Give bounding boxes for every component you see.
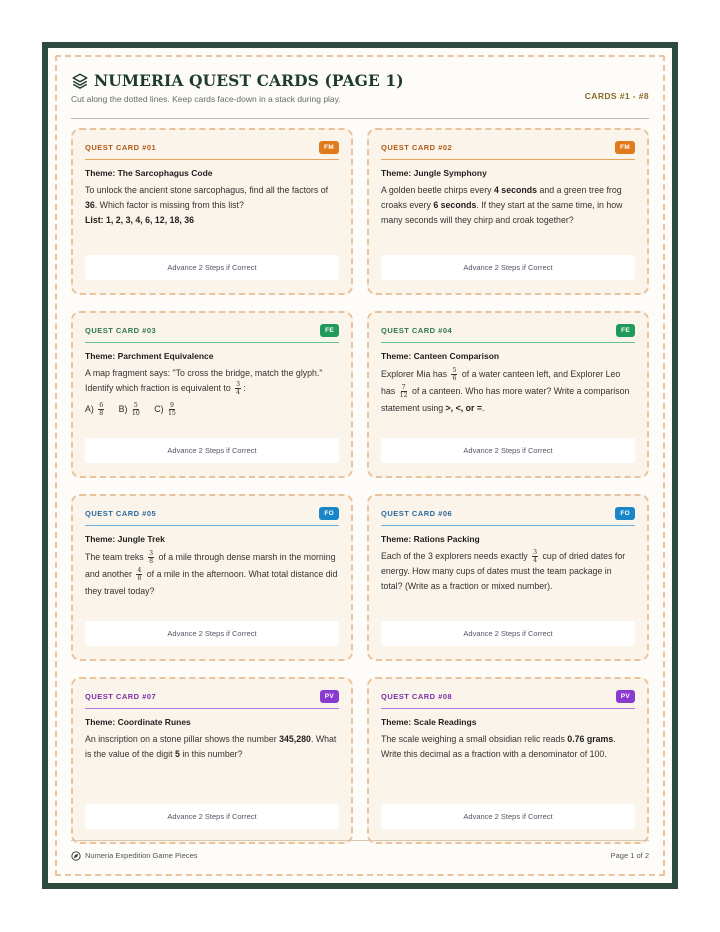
factor-list: List: 1, 2, 3, 4, 6, 12, 18, 36 bbox=[85, 215, 195, 226]
quest-card-08[interactable] bbox=[367, 677, 649, 844]
card-divider bbox=[381, 525, 635, 526]
card-question: To unlock the ancient stone sarcophagus, find all the factors of 36. Which factor is missing from this list? List: 1, 2, 3, 4, 6, 12, 18, 36 bbox=[85, 185, 329, 226]
fraction: $\frac{5}{6}$ bbox=[452, 367, 457, 383]
paper bbox=[48, 48, 672, 883]
quest-card-03[interactable] bbox=[71, 311, 353, 478]
advance-steps-label: Advance 2 Steps if Correct bbox=[85, 621, 339, 646]
page-footer bbox=[71, 840, 649, 862]
quest-card-02[interactable] bbox=[367, 128, 649, 295]
card-question: An inscription on a stone pillar shows the number 345,280. What is the value of the digit 5 in this number? bbox=[85, 734, 337, 760]
card-number: QUEST CARD #03 bbox=[85, 325, 157, 335]
page-title: NUMERIA QUEST CARDS (PAGE 1) bbox=[94, 71, 404, 90]
advance-steps-label: Advance 2 Steps if Correct bbox=[85, 438, 339, 463]
card-divider bbox=[85, 525, 339, 526]
page-header bbox=[71, 71, 649, 119]
card-theme: Theme: The Sarcophagus Code bbox=[85, 168, 213, 179]
card-divider bbox=[85, 159, 339, 160]
category-badge: FM bbox=[615, 141, 635, 154]
category-badge: FE bbox=[320, 324, 339, 337]
advance-steps-label: Advance 2 Steps if Correct bbox=[381, 438, 635, 463]
quest-card-05[interactable] bbox=[71, 494, 353, 661]
card-theme: Theme: Rations Packing bbox=[381, 534, 480, 545]
footer-label: Numeria Expedition Game Pieces bbox=[85, 851, 198, 860]
compass-icon bbox=[71, 851, 81, 861]
quest-card-01[interactable] bbox=[71, 128, 353, 295]
card-divider bbox=[85, 708, 339, 709]
option-b: B) $\frac{5}{10}$ bbox=[118, 402, 140, 418]
card-question: A golden beetle chirps every 4 seconds and a green tree frog croaks every 6 seconds. If they start at the same time, in how many seconds will they chirp and croak together? bbox=[381, 185, 623, 226]
advance-steps-label: Advance 2 Steps if Correct bbox=[381, 804, 635, 829]
card-number: QUEST CARD #01 bbox=[85, 142, 157, 152]
page-frame bbox=[42, 42, 678, 889]
advance-steps-label: Advance 2 Steps if Correct bbox=[381, 621, 635, 646]
category-badge: FE bbox=[616, 324, 635, 337]
cut-border bbox=[55, 55, 665, 876]
advance-steps-label: Advance 2 Steps if Correct bbox=[381, 255, 635, 280]
card-theme: Theme: Coordinate Runes bbox=[85, 717, 191, 728]
fraction: $\frac{4}{8}$ bbox=[137, 567, 142, 583]
category-badge: FO bbox=[319, 507, 339, 520]
card-grid bbox=[71, 128, 649, 844]
page-number: Page 1 of 2 bbox=[610, 851, 649, 860]
card-divider bbox=[381, 708, 635, 709]
card-number: QUEST CARD #06 bbox=[381, 508, 453, 518]
advance-steps-label: Advance 2 Steps if Correct bbox=[85, 255, 339, 280]
card-divider bbox=[85, 342, 339, 343]
category-badge: FO bbox=[615, 507, 635, 520]
card-theme: Theme: Canteen Comparison bbox=[381, 351, 500, 362]
card-number: QUEST CARD #07 bbox=[85, 691, 157, 701]
card-question: The scale weighing a small obsidian relic reads 0.76 grams. Write this decimal as a fraction with a denominator of 100. bbox=[381, 734, 616, 760]
quest-card-04[interactable] bbox=[367, 311, 649, 478]
category-badge: PV bbox=[616, 690, 635, 703]
fraction: $\frac{3}{4}$ bbox=[533, 549, 538, 565]
card-question: A map fragment says: "To cross the bridge, match the glyph." Identify which fraction is equivalent to $\frac{3}{4}$ : bbox=[85, 368, 323, 397]
fraction: $\frac{3}{4}$ bbox=[236, 381, 241, 397]
fraction: $\frac{3}{8}$ bbox=[149, 550, 154, 566]
quest-card-07[interactable] bbox=[71, 677, 353, 844]
category-badge: PV bbox=[320, 690, 339, 703]
card-theme: Theme: Scale Readings bbox=[381, 717, 477, 728]
card-range: CARDS #1 - #8 bbox=[584, 91, 649, 101]
card-theme: Theme: Jungle Trek bbox=[85, 534, 165, 545]
page-subtitle: Cut along the dotted lines. Keep cards face-down in a stack during play. bbox=[71, 94, 341, 104]
card-theme: Theme: Jungle Symphony bbox=[381, 168, 487, 179]
card-number: QUEST CARD #08 bbox=[381, 691, 453, 701]
card-divider bbox=[381, 342, 635, 343]
quest-card-06[interactable] bbox=[367, 494, 649, 661]
card-number: QUEST CARD #02 bbox=[381, 142, 453, 152]
card-question: Explorer Mia has $\frac{5}{6}$ of a water canteen left, and Explorer Leo has $\frac{7}{12}$ of a canteen. Who has more water? Write a comparison statement using >, <, or =. bbox=[381, 367, 630, 414]
option-c: C) $\frac{9}{15}$ bbox=[154, 402, 176, 418]
card-theme: Theme: Parchment Equivalence bbox=[85, 351, 214, 362]
card-question: Each of the 3 explorers needs exactly $\frac{3}{4}$ cup of dried dates for energy. How many cups of dates must the team package in total? (Write as a fraction or mixed number). bbox=[381, 549, 626, 592]
category-badge: FM bbox=[319, 141, 339, 154]
fraction: $\frac{7}{12}$ bbox=[399, 384, 408, 400]
stack-layers-icon bbox=[71, 72, 89, 90]
card-number: QUEST CARD #05 bbox=[85, 508, 157, 518]
card-number: QUEST CARD #04 bbox=[381, 325, 453, 335]
answer-options bbox=[85, 402, 339, 417]
option-a: A) $\frac{6}{8}$ bbox=[85, 402, 104, 418]
card-divider bbox=[381, 159, 635, 160]
advance-steps-label: Advance 2 Steps if Correct bbox=[85, 804, 339, 829]
card-question: The team treks $\frac{3}{8}$ of a mile through dense marsh in the morning and another $\frac{4}{8}$ of a mile in the afternoon. What total distance did they travel today? bbox=[85, 550, 338, 597]
